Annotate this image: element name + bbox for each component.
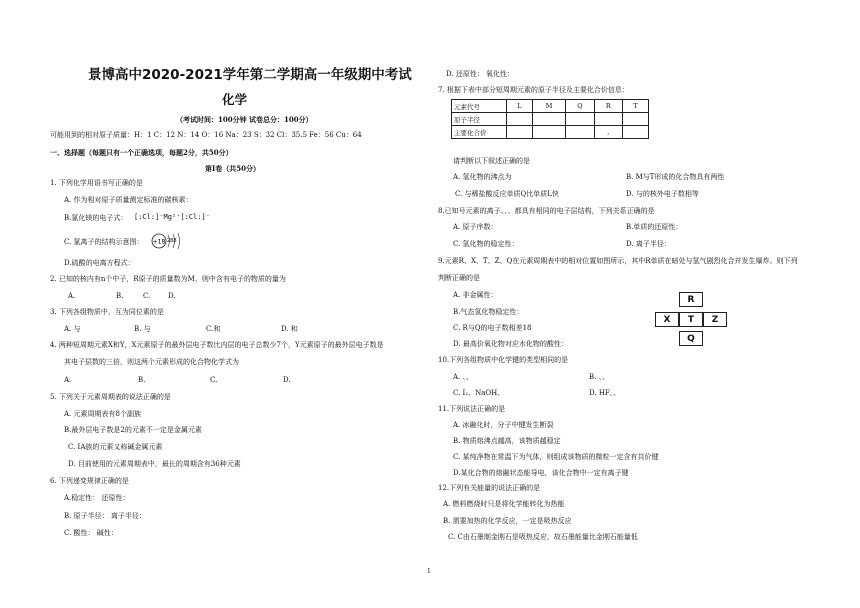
volume-title: 第Ⅰ卷（共50分） bbox=[205, 164, 261, 173]
q8-option-c: C. 氢化物的稳定性： bbox=[453, 240, 519, 248]
q2-option-c: C. bbox=[143, 292, 151, 300]
question-3: 3. 下列各组物质中，互为同位素的是 bbox=[50, 308, 164, 316]
q2-option-d: D. bbox=[168, 292, 176, 300]
q1-option-b: B.氯化镁的电子式： bbox=[64, 214, 128, 222]
q6-option-b: B. 原子半径： 离子半径： bbox=[64, 512, 146, 520]
table-cell bbox=[565, 113, 594, 126]
q6-option-d: D. 还原性： 氧化性： bbox=[446, 70, 515, 78]
table-header-cell: 元素代号 bbox=[452, 100, 507, 113]
page-number: 1 bbox=[427, 568, 431, 575]
grid-cell-t: T bbox=[679, 312, 703, 327]
q7-option-b: B. M与T形成的化合物具有两性 bbox=[626, 173, 725, 181]
q3-option-c: C.和 bbox=[206, 325, 221, 333]
question-12: 12.下列有关能量的说法正确的是 bbox=[438, 484, 541, 492]
table-cell: 主要化合价 bbox=[452, 126, 507, 139]
q3-option-d: D. 和 bbox=[281, 325, 298, 333]
q7-stem: 请判断以下叙述正确的是 bbox=[453, 157, 530, 165]
q5-option-a: A. 元素周期表有8个副族 bbox=[64, 410, 141, 418]
lewis-structure bbox=[134, 213, 210, 222]
question-4-cont: 其电子层数的三倍，则这两个元素形成的化合物化学式为 bbox=[64, 358, 239, 366]
q2-option-b: B. bbox=[116, 292, 124, 300]
table-cell bbox=[507, 113, 533, 126]
q4-option-a: A. bbox=[64, 376, 72, 384]
q1-option-c: C. 氯离子的结构示意图： bbox=[64, 238, 144, 246]
table-header-row bbox=[452, 100, 649, 113]
question-9: 9.元素R、X、T、Z、Q在元素周期表中的相对位置如图所示，其中R单质在暗处与氢气剧烈化合并发生爆炸。则下列 bbox=[438, 257, 798, 265]
q5-option-d: D. 目前使用的元素周期表中，最长的周期含有36种元素 bbox=[68, 460, 241, 468]
element-table bbox=[451, 99, 649, 139]
table-header-cell: T bbox=[622, 100, 648, 113]
question-10: 10.下列各组物质中化学键的类型相同的是 bbox=[438, 356, 569, 364]
grid-cell-r: R bbox=[679, 292, 703, 307]
grid-cell-z: Z bbox=[703, 312, 727, 327]
exam-info: （考试时间：100分钟 试卷总分：100分） bbox=[176, 115, 313, 124]
table-header-cell: R bbox=[594, 100, 622, 113]
ion-shells: 288 bbox=[167, 238, 177, 244]
q5-option-c: C. ⅠA族的元素又称碱金属元素 bbox=[68, 443, 163, 451]
q1-option-d: D.硫酸的电离方程式： bbox=[64, 259, 135, 267]
q7-option-a: A. 氢化物的沸点为 bbox=[453, 173, 512, 181]
q3-option-a: A. 与 bbox=[64, 325, 81, 333]
q9-option-c: C. R与Q的电子数相差18 bbox=[453, 324, 532, 332]
table-header-cell: Q bbox=[565, 100, 594, 113]
question-8: 8.已知号元素的离子、、、都具有相同的电子层结构，下列关系正确的是 bbox=[438, 207, 655, 215]
q12-option-a: A. 燃料燃烧时只是将化学能转化为热能 bbox=[443, 500, 565, 508]
q9-option-d: D. 最高价氧化物对应水化物的酸性： bbox=[453, 340, 568, 348]
q7-option-c: C. 与稀盐酸反应单质Q比单质L快 bbox=[455, 190, 559, 198]
q4-option-c: C. bbox=[210, 376, 218, 384]
q6-option-c: C. 酸性： 碱性： bbox=[64, 529, 118, 537]
table-cell bbox=[533, 113, 566, 126]
table-header-cell: M bbox=[533, 100, 566, 113]
q12-option-c: C. C由石墨制金刚石是吸热反应，故石墨能量比金刚石能量低 bbox=[448, 533, 638, 541]
q4-option-d: D. bbox=[283, 376, 291, 384]
lewis-mg: Mg²⁺ bbox=[163, 213, 181, 221]
ion-nucleus: +18 bbox=[152, 238, 166, 246]
q9-option-a: A. 非金属性： bbox=[453, 291, 498, 299]
question-5: 5. 下列关于元素周期表的说法正确的是 bbox=[50, 393, 171, 401]
section-title: 一、选择题（每题只有一个正确选项，每题2分，共50分） bbox=[50, 148, 233, 157]
lewis-cl-right: [:Cl:]⁻ bbox=[180, 213, 210, 221]
atomic-masses: 可能用到的相对原子质量：H：1 C：12 N：14 O：16 Na：23 S：32 Cl：35.5 Fe：56 Cu：64 bbox=[50, 131, 362, 139]
table-cell bbox=[622, 113, 648, 126]
q1-option-a: A. 作为相对原子质量测定标准的碳核素： bbox=[64, 196, 193, 204]
table-cell: , bbox=[594, 126, 622, 139]
subject-title: 化学 bbox=[222, 92, 248, 107]
lewis-cl-left: [:Cl:]⁻ bbox=[134, 213, 164, 221]
table-cell bbox=[507, 126, 533, 139]
question-1: 1. 下列化学用语书写正确的是 bbox=[50, 179, 143, 187]
chloride-ion-diagram bbox=[150, 232, 184, 250]
grid-cell-q: Q bbox=[679, 331, 703, 346]
question-7: 7. 根据下表中部分短周期元素的原子半径及主要化合价信息： bbox=[438, 86, 629, 94]
q10-option-d: D. HF、、 bbox=[589, 389, 621, 397]
question-6: 6. 下列递变规律正确的是 bbox=[50, 477, 129, 485]
table-cell: 原子半径 bbox=[452, 113, 507, 126]
question-4: 4. 两种短周期元素X和Y，X元素原子的最外层电子数比内层的电子总数少7个，Y元素原子的最外层电子数是 bbox=[50, 341, 384, 349]
q10-option-a: A. 、、 bbox=[453, 373, 474, 381]
q10-option-c: C. I₂、NaOH、 bbox=[453, 389, 505, 397]
q8-option-a: A. 原子序数： bbox=[453, 223, 498, 231]
exam-title: 景博高中2020-2021学年第二学期高一年级期中考试 bbox=[88, 67, 412, 83]
table-row bbox=[452, 113, 649, 126]
q7-option-d: D. 与的核外电子数相等 bbox=[626, 190, 699, 198]
q9-option-b: B.气态氢化物稳定性： bbox=[453, 308, 524, 316]
q11-option-d: D.某化合物的熔融状态能导电，该化合物中一定有离子键 bbox=[453, 469, 629, 477]
q11-option-a: A. 冰融化时，分子中键发生断裂 bbox=[453, 421, 554, 429]
question-2: 2. 已知的核内有n个中子，R原子的质量数为M，则中含有电子的物质的量为 bbox=[50, 275, 286, 283]
table-header-cell: L bbox=[507, 100, 533, 113]
table-cell bbox=[622, 126, 648, 139]
question-9-cont: 判断正确的是 bbox=[438, 274, 480, 282]
q5-option-b: B.最外层电子数是2的元素不一定是金属元素 bbox=[64, 426, 202, 434]
table-cell bbox=[533, 126, 566, 139]
q10-option-b: B. 、、 bbox=[589, 373, 610, 381]
table-cell bbox=[565, 126, 594, 139]
q12-option-b: B. 需要加热的化学反应，一定是吸热反应 bbox=[443, 517, 572, 525]
q6-option-a: A.稳定性： 还原性： bbox=[64, 494, 130, 502]
table-row bbox=[452, 126, 649, 139]
q8-option-b: B.单质的还原性： bbox=[626, 223, 683, 231]
table-cell bbox=[594, 113, 622, 126]
q8-option-d: D. 离子半径： bbox=[626, 240, 671, 248]
q11-option-c: C. 某纯净物在常温下为气体，则组成该物质的微粒一定含有共价键 bbox=[453, 453, 659, 461]
q3-option-b: B. 与 bbox=[134, 325, 151, 333]
grid-cell-x: X bbox=[655, 312, 679, 327]
q2-option-a: A. bbox=[68, 292, 76, 300]
q11-option-b: B. 物质熔沸点越高，该物质越稳定 bbox=[453, 437, 561, 445]
question-11: 11.下列说法正确的是 bbox=[438, 405, 506, 413]
q4-option-b: B. bbox=[138, 376, 146, 384]
